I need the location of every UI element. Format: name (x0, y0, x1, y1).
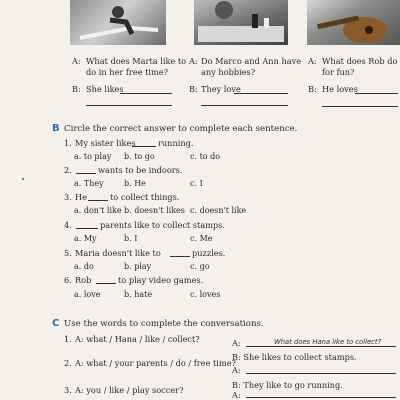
q1-letter: A: (72, 56, 81, 66)
a2-blank-line-2[interactable] (201, 105, 288, 106)
b-item-6-before: Rob (75, 275, 92, 285)
b-item-2-after: wants to be indoors. (98, 165, 183, 175)
b-item-2-number: 2. (64, 165, 72, 175)
c-item-1-number: 1. (64, 334, 72, 344)
section-c-letter: C (52, 318, 60, 329)
a1-text: She likes (86, 84, 124, 94)
b-item-4-blank[interactable] (76, 228, 98, 229)
b-item-4-number: 4. (64, 220, 72, 230)
section-c-instruction: Use the words to complete the conversations. (64, 319, 264, 329)
c-item-2-answer-line[interactable] (246, 373, 396, 374)
q1-line2: do in her free time? (86, 67, 169, 77)
q3-letter: A: (308, 56, 317, 66)
b-item-2-option-b[interactable]: b. He (124, 179, 146, 188)
c-item-3-prompt: A: you / like / play soccer? (75, 385, 184, 395)
c-item-2-answer-label: A: (232, 365, 241, 375)
b-item-4-after: parents like to collect stamps. (100, 220, 225, 230)
a3-blank-line-2[interactable] (322, 106, 398, 107)
photo-chess (194, 0, 288, 45)
b-item-1-option-a[interactable]: a. to play (74, 152, 112, 161)
b-item-1-option-b[interactable]: b. to go (124, 152, 155, 161)
q2-line2: any hobbies? (201, 67, 256, 77)
b-item-5-option-a[interactable]: a. do (74, 262, 94, 271)
b-item-1-option-c[interactable]: c. to do (190, 152, 221, 161)
b-item-1-blank[interactable] (132, 146, 156, 147)
a2-letter: B: (189, 84, 198, 94)
b-item-2-blank[interactable] (76, 173, 96, 174)
b-item-1-before: My sister likes (75, 138, 136, 148)
photo-snowboarding (70, 0, 166, 45)
a3-letter: B: (308, 84, 317, 94)
guitar-image-icon (307, 0, 400, 45)
q2-letter: A: (189, 56, 198, 66)
b-item-3-option-c[interactable]: c. doesn't like (190, 206, 247, 215)
q3-line1: What does Rob do (322, 56, 398, 66)
chess-image-icon (194, 0, 288, 45)
c-item-2-prompt: A: what / your parents / do / free time? (75, 358, 236, 368)
b-item-3-option-a[interactable]: a. don't like (74, 206, 122, 215)
b-item-2-option-c[interactable]: c. I (190, 179, 203, 188)
c-item-1-reply: B: She likes to collect stamps. (232, 352, 357, 362)
b-item-6-after: to play video games. (118, 275, 204, 285)
c-item-2-reply: B: They like to go running. (232, 380, 343, 390)
b-item-3-number: 3. (64, 192, 72, 202)
b-item-5-after: puzzles. (192, 248, 226, 258)
b-item-5-option-c[interactable]: c. go (190, 262, 210, 271)
b-item-3-option-b[interactable]: b. doesn't likes (124, 206, 185, 215)
c-item-3-number: 3. (64, 385, 72, 395)
section-b-letter: B (52, 123, 60, 134)
b-item-4-option-b[interactable]: b. I (124, 234, 138, 243)
b-item-1-after: running. (158, 138, 194, 148)
a3-text: He loves (322, 84, 358, 94)
b-item-3-before: He (75, 192, 87, 202)
a2-blank-line-1[interactable] (234, 93, 288, 94)
stray-mark (22, 178, 24, 180)
c-item-1-answer-line[interactable] (246, 346, 396, 347)
a2-text: They love (201, 84, 241, 94)
q1-line1: What does Marta like to (86, 56, 187, 66)
b-item-6-option-b[interactable]: b. hate (124, 290, 153, 299)
photo-guitar (307, 0, 400, 45)
b-item-1-number: 1. (64, 138, 72, 148)
c-item-1-answer-label: A: (232, 338, 241, 348)
b-item-5-option-b[interactable]: b. play (124, 262, 152, 271)
q3-line2: for fun? (322, 67, 355, 77)
snowboard-image-icon (70, 0, 166, 45)
b-item-2-option-a[interactable]: a. They (74, 179, 104, 188)
b-item-5-number: 5. (64, 248, 72, 258)
c-item-2-number: 2. (64, 358, 72, 368)
a3-blank-line-1[interactable] (355, 93, 398, 94)
c-item-3-answer-label: A: (232, 390, 241, 400)
b-item-6-option-a[interactable]: a. love (74, 290, 101, 299)
b-item-5-before: Maria doesn't like to (75, 248, 161, 258)
c-item-1-handwritten-answer: What does Hana like to collect? (274, 338, 382, 346)
b-item-6-blank[interactable] (96, 283, 116, 284)
b-item-3-blank[interactable] (88, 200, 108, 201)
a1-letter: B: (72, 84, 81, 94)
b-item-4-option-a[interactable]: a. My (74, 234, 97, 243)
a1-blank-line-1[interactable] (120, 93, 172, 94)
c-item-3-answer-line[interactable] (246, 397, 396, 398)
section-b-instruction: Circle the correct answer to complete each sentence. (64, 124, 298, 134)
b-item-6-number: 6. (64, 275, 72, 285)
b-item-5-blank[interactable] (170, 256, 190, 257)
b-item-4-option-c[interactable]: c. Me (190, 234, 213, 243)
b-item-3-after: to collect things. (110, 192, 180, 202)
b-item-6-option-c[interactable]: c. loves (190, 290, 221, 299)
c-item-1-prompt: A: what / Hana / like / collect? (75, 334, 200, 344)
q2-line1: Do Marco and Ann have (201, 56, 302, 66)
a1-blank-line-2[interactable] (86, 105, 172, 106)
